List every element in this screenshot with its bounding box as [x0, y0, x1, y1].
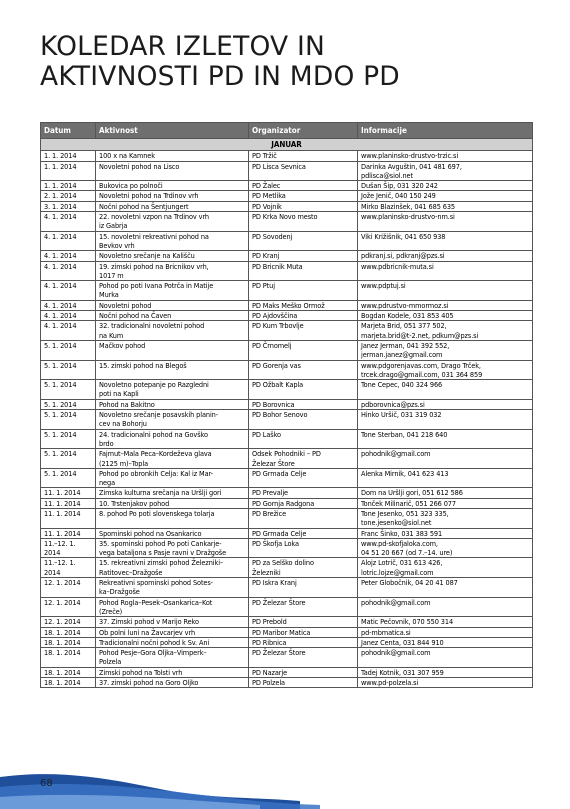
date-cell: 11. 1. 2014 — [41, 508, 96, 528]
table-row — [41, 637, 533, 647]
organizer-cell: PD Kranj — [249, 251, 358, 261]
date-cell: 5. 1. 2014 — [41, 399, 96, 409]
activity-cell: Bukovica po polnoči — [96, 181, 249, 191]
table-row — [41, 201, 533, 211]
info-cell: Hinko Uršič, 031 319 032 — [358, 410, 533, 430]
date-cell: 4. 1. 2014 — [41, 321, 96, 341]
organizer-cell: PD Črnomelj — [249, 340, 358, 360]
organizer-cell: PD Grmada Celje — [249, 468, 358, 488]
date-cell: 5. 1. 2014 — [41, 429, 96, 449]
table-row — [41, 508, 533, 528]
organizer-cell: PD Tržič — [249, 151, 358, 161]
organizer-cell: PD Bohor Senovo — [249, 410, 358, 430]
activity-cell: Ob polni luni na Žavcarjev vrh — [96, 627, 249, 637]
table-row — [41, 181, 533, 191]
date-cell: 11.–12. 1. 2014 — [41, 538, 96, 558]
month-row — [41, 139, 533, 151]
activity-cell: Fajmut–Mala Peca–Kordeževa glava (2125 m)–Topla — [96, 449, 249, 469]
month-label: JANUAR — [41, 139, 533, 151]
table-row — [41, 399, 533, 409]
table-row — [41, 340, 533, 360]
table-row — [41, 212, 533, 232]
info-cell: Jože Jenič, 040 150 249 — [358, 191, 533, 201]
organizer-cell: PD Gornja Radgona — [249, 498, 358, 508]
table-row — [41, 300, 533, 310]
activity-cell: 15. novoletni rekreativni pohod na Bevkov vrh — [96, 231, 249, 251]
organizer-cell: PD Laško — [249, 429, 358, 449]
page-title — [40, 32, 400, 92]
activity-cell: Novoletni pohod na Lisco — [96, 161, 249, 181]
date-cell: 5. 1. 2014 — [41, 340, 96, 360]
activity-cell: Novoletno srečanje na Kališču — [96, 251, 249, 261]
activity-cell: Nočni pohod na Čaven — [96, 311, 249, 321]
activity-cell: Novoletni pohod na Trdinov vrh — [96, 191, 249, 201]
date-cell: 4. 1. 2014 — [41, 231, 96, 251]
organizer-cell: PD Maks Meško Ormož — [249, 300, 358, 310]
activity-cell: Spominski pohod na Osankarico — [96, 528, 249, 538]
activity-cell: Nočni pohod na Šentjungert — [96, 201, 249, 211]
table-row — [41, 498, 533, 508]
activity-cell: Pohod Rogla–Pesek–Osankarica–Kot (Zreče) — [96, 597, 249, 617]
activity-cell: 8. pohod Po poti slovenskega tolarja — [96, 508, 249, 528]
table-row — [41, 321, 533, 341]
info-cell: Matic Pečovnik, 070 550 314 — [358, 617, 533, 627]
column-header-organizer: Organizator — [249, 123, 358, 139]
organizer-cell: Odsek Pohodniki – PD Železar Štore — [249, 449, 358, 469]
table-row — [41, 617, 533, 627]
activity-cell: Mačkov pohod — [96, 340, 249, 360]
date-cell: 18. 1. 2014 — [41, 678, 96, 688]
column-header-info: Informacije — [358, 123, 533, 139]
organizer-cell: PD Železar Štore — [249, 648, 358, 668]
activity-cell: Pohod po poti Ivana Potrča in Matije Murka — [96, 281, 249, 301]
date-cell: 12. 1. 2014 — [41, 578, 96, 598]
table-row — [41, 191, 533, 201]
organizer-cell: PD Ptuj — [249, 281, 358, 301]
organizer-cell: PD Brežice — [249, 508, 358, 528]
activity-cell: 32. tradicionalni novoletni pohod na Kum — [96, 321, 249, 341]
activity-cell: 35. spominski pohod Po poti Cankarje- vega bataljona s Pasje ravni v Dražgoše — [96, 538, 249, 558]
organizer-cell: PD Škofja Loka — [249, 538, 358, 558]
date-cell: 5. 1. 2014 — [41, 468, 96, 488]
table-row — [41, 281, 533, 301]
info-cell: Tonček Milinarič, 051 266 077 — [358, 498, 533, 508]
date-cell: 4. 1. 2014 — [41, 261, 96, 281]
activity-cell: Zimska kulturna srečanja na Uršlji gori — [96, 488, 249, 498]
info-cell: pd-mbmatica.si — [358, 627, 533, 637]
table-row — [41, 468, 533, 488]
date-cell: 11. 1. 2014 — [41, 498, 96, 508]
date-cell: 18. 1. 2014 — [41, 637, 96, 647]
table-row — [41, 161, 533, 181]
organizer-cell: PD Vojnik — [249, 201, 358, 211]
info-cell: pdborovnica@pzs.si — [358, 399, 533, 409]
activity-cell: 15. rekreativni zimski pohod Železniki– Ratitovec–Dražgoše — [96, 558, 249, 578]
table-row — [41, 380, 533, 400]
page-title-line-2: AKTIVNOSTI PD IN MDO PD — [40, 61, 400, 92]
column-header-date: Datum — [41, 123, 96, 139]
activity-cell: Pohod po obronkih Celja: Kal iz Mar- nega — [96, 468, 249, 488]
table-row — [41, 627, 533, 637]
date-cell: 18. 1. 2014 — [41, 648, 96, 668]
organizer-cell: PD Sovodenj — [249, 231, 358, 251]
info-cell: pohodnik@gmail.com — [358, 648, 533, 668]
table-row — [41, 231, 533, 251]
info-cell: Tone Jesenko, 051 323 335, tone.jesenko@siol.net — [358, 508, 533, 528]
table-row — [41, 311, 533, 321]
activity-cell: Novoletno potepanje po Razgledni poti na Kapli — [96, 380, 249, 400]
date-cell: 11.–12. 1. 2014 — [41, 558, 96, 578]
organizer-cell: PD Lisca Sevnica — [249, 161, 358, 181]
activity-cell: 19. zimski pohod na Bricnikov vrh, 1017 m — [96, 261, 249, 281]
date-cell: 18. 1. 2014 — [41, 667, 96, 677]
organizer-cell: PD Nazarje — [249, 667, 358, 677]
table-row — [41, 360, 533, 380]
organizer-cell: PD Prevalje — [249, 488, 358, 498]
column-header-activity: Aktivnost — [96, 123, 249, 139]
organizer-cell: PD Bricnik Muta — [249, 261, 358, 281]
date-cell: 5. 1. 2014 — [41, 410, 96, 430]
table-row — [41, 449, 533, 469]
info-cell: pohodnik@gmail.com — [358, 449, 533, 469]
activity-cell: Pohod Pesje–Gora Oljka–Vimperk– Polzela — [96, 648, 249, 668]
activity-cell: Novoletni pohod — [96, 300, 249, 310]
info-cell: Mirko Blazinšek, 041 685 635 — [358, 201, 533, 211]
info-cell: pdkranj.si, pdkranj@pzs.si — [358, 251, 533, 261]
organizer-cell: PD Ribnica — [249, 637, 358, 647]
table-row — [41, 678, 533, 688]
table-row — [41, 648, 533, 668]
date-cell: 2. 1. 2014 — [41, 191, 96, 201]
info-cell: Tadej Kotnik, 031 307 959 — [358, 667, 533, 677]
organizer-cell: PD Iskra Kranj — [249, 578, 358, 598]
date-cell: 5. 1. 2014 — [41, 360, 96, 380]
info-cell: www.pdgorenjavas.com, Drago Trček, trcek.drago@gmail.com, 031 364 859 — [358, 360, 533, 380]
table-row — [41, 597, 533, 617]
activity-cell: 10. Trstenjakov pohod — [96, 498, 249, 508]
activity-cell: Zimski pohod na Tolsti vrh — [96, 667, 249, 677]
info-cell: Tone Sterban, 041 218 640 — [358, 429, 533, 449]
table-row — [41, 261, 533, 281]
activity-cell: 37. zimski pohod na Goro Oljko — [96, 678, 249, 688]
table-row — [41, 429, 533, 449]
activity-cell: 15. zimski pohod na Blegoš — [96, 360, 249, 380]
info-cell: Alenka Mirnik, 041 623 413 — [358, 468, 533, 488]
table-row — [41, 528, 533, 538]
activity-cell: Tradicionalni nočni pohod k Sv. Ani — [96, 637, 249, 647]
table-row — [41, 251, 533, 261]
info-cell: Dom na Uršlji gori, 051 612 586 — [358, 488, 533, 498]
organizer-cell: PD Polzela — [249, 678, 358, 688]
date-cell: 4. 1. 2014 — [41, 300, 96, 310]
info-cell: Tone Cepec, 040 324 966 — [358, 380, 533, 400]
info-cell: Alojz Lotrič, 031 613 426, lotric.lojze@gmail.com — [358, 558, 533, 578]
organizer-cell: PD Metlika — [249, 191, 358, 201]
activity-cell: 37. Zimski pohod v Marijo Reko — [96, 617, 249, 627]
activity-cell: Novoletno srečanje posavskih planin- cev na Bohorju — [96, 410, 249, 430]
page-title-line-1: KOLEDAR IZLETOV IN — [40, 31, 326, 62]
organizer-cell: PD Ajdovščina — [249, 311, 358, 321]
date-cell: 4. 1. 2014 — [41, 311, 96, 321]
table-row — [41, 488, 533, 498]
date-cell: 11. 1. 2014 — [41, 528, 96, 538]
info-cell: Janez Centa, 031 844 910 — [358, 637, 533, 647]
page-number: 68 — [40, 778, 53, 789]
date-cell: 3. 1. 2014 — [41, 201, 96, 211]
date-cell: 4. 1. 2014 — [41, 281, 96, 301]
organizer-cell: PD Kum Trbovlje — [249, 321, 358, 341]
table-row — [41, 578, 533, 598]
activity-cell: 22. novoletni vzpon na Trdinov vrh iz Gabrja — [96, 212, 249, 232]
date-cell: 5. 1. 2014 — [41, 449, 96, 469]
info-cell: www.pd-polzela.si — [358, 678, 533, 688]
organizer-cell: PD Prebold — [249, 617, 358, 627]
info-cell: Marjeta Brid, 051 377 502, marjeta.brid@t-2.net, pdkum@pzs.si — [358, 321, 533, 341]
organizer-cell: PD Ožbalt Kapla — [249, 380, 358, 400]
date-cell: 11. 1. 2014 — [41, 488, 96, 498]
footer-wave-decoration — [0, 749, 570, 809]
organizer-cell: PD Gorenja vas — [249, 360, 358, 380]
table-row — [41, 538, 533, 558]
activity-cell: 100 x na Kamnek — [96, 151, 249, 161]
info-cell: www.pdbricnik-muta.si — [358, 261, 533, 281]
info-cell: Viki Križišnik, 041 650 938 — [358, 231, 533, 251]
organizer-cell: PD Žalec — [249, 181, 358, 191]
activity-cell: Pohod na Bakitno — [96, 399, 249, 409]
info-cell: Franc Šinko, 031 383 591 — [358, 528, 533, 538]
info-cell: www.planinsko-drustvo-trzic.si — [358, 151, 533, 161]
table-row — [41, 410, 533, 430]
organizer-cell: PD Grmada Celje — [249, 528, 358, 538]
table-row — [41, 667, 533, 677]
info-cell: Dušan Šip, 031 320 242 — [358, 181, 533, 191]
date-cell: 4. 1. 2014 — [41, 212, 96, 232]
info-cell: Darinka Avguštin, 041 481 697, pdlisca@siol.net — [358, 161, 533, 181]
info-cell: www.pd-skofjaloka.com, 04 51 20 667 (od 7.–14. ure) — [358, 538, 533, 558]
info-cell: www.pdptuj.si — [358, 281, 533, 301]
organizer-cell: PD Maribor Matica — [249, 627, 358, 637]
info-cell: www.planinsko-drustvo-nm.si — [358, 212, 533, 232]
info-cell: Bogdan Kodele, 031 853 405 — [358, 311, 533, 321]
table-row — [41, 558, 533, 578]
date-cell: 5. 1. 2014 — [41, 380, 96, 400]
activity-cell: Rekreativni spominski pohod Sotes- ka–Dražgoše — [96, 578, 249, 598]
organizer-cell: PD Železar Štore — [249, 597, 358, 617]
date-cell: 1. 1. 2014 — [41, 181, 96, 191]
organizer-cell: PD Krka Novo mesto — [249, 212, 358, 232]
organizer-cell: PD za Selško dolino Železniki — [249, 558, 358, 578]
table-row — [41, 151, 533, 161]
date-cell: 18. 1. 2014 — [41, 627, 96, 637]
date-cell: 1. 1. 2014 — [41, 161, 96, 181]
date-cell: 12. 1. 2014 — [41, 597, 96, 617]
events-table — [40, 122, 533, 688]
info-cell: Janez Jerman, 041 392 552, jerman.janez@gmail.com — [358, 340, 533, 360]
activity-cell: 24. tradicionalni pohod na Govško brdo — [96, 429, 249, 449]
date-cell: 4. 1. 2014 — [41, 251, 96, 261]
info-cell: pohodnik@gmail.com — [358, 597, 533, 617]
table-header-row — [41, 123, 533, 139]
date-cell: 1. 1. 2014 — [41, 151, 96, 161]
info-cell: www.pdrustvo-mmormoz.si — [358, 300, 533, 310]
date-cell: 12. 1. 2014 — [41, 617, 96, 627]
info-cell: Peter Globočnik, 04 20 41 087 — [358, 578, 533, 598]
organizer-cell: PD Borovnica — [249, 399, 358, 409]
